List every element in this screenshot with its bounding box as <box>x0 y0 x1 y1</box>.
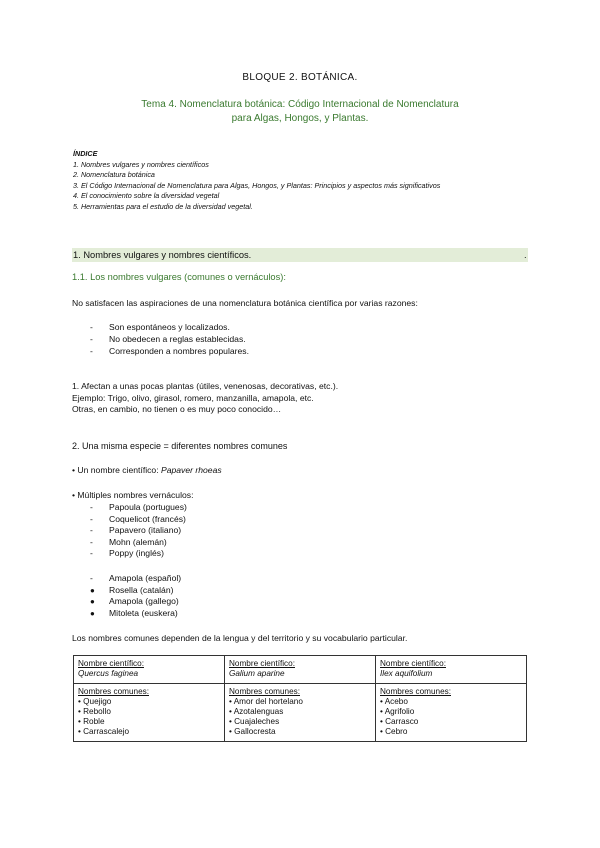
common-name: • Acebo <box>380 697 408 706</box>
point-1-paragraph <box>72 381 338 416</box>
index-item: 4. El conocimiento sobre la diversidad vegetal <box>73 191 220 200</box>
section-heading: 1. Nombres vulgares y nombres científicos. <box>72 248 528 262</box>
vernacular-label: • Múltiples nombres vernáculos: <box>72 490 194 500</box>
index-item: 5. Herramientas para el estudio de la diversidad vegetal. <box>73 201 253 211</box>
scientific-name: Papaver rhoeas <box>160 465 222 475</box>
common-label: Nombres comunes: <box>229 687 300 696</box>
common-name: • Carrascalejo <box>78 727 130 736</box>
point-1-line: Ejemplo: Trigo, olivo, girasol, romero, manzanilla, amapola, etc. <box>72 392 314 403</box>
table-cell <box>376 684 527 742</box>
common-name: • Carrasco <box>380 717 419 726</box>
index-item: 3. El Código Internacional de Nomenclatura para Algas, Hongos, y Plantas: Principios y aspectos más significativos <box>73 180 441 190</box>
common-label: Nombres comunes: <box>380 687 451 696</box>
point-2-heading: 2. Una misma especie = diferentes nombres comunes <box>72 441 288 451</box>
table-cell <box>74 684 225 742</box>
list-item: - Papoula (portugues) <box>90 502 187 512</box>
index-item: 2. Nomenclatura botánica <box>73 170 155 179</box>
common-name: • Agrifolio <box>380 707 415 716</box>
subtitle-line-2: para Algas, Hongos, y Plantas. <box>231 113 369 124</box>
scientific-name-label: • Un nombre científico: <box>72 465 161 475</box>
table-cell <box>376 656 527 684</box>
table-cell <box>74 656 225 684</box>
sci-label: Nombre científico: <box>78 659 144 668</box>
vernacular-list-a <box>90 502 187 560</box>
sci-name: Ilex aquifolium <box>380 669 433 678</box>
list-item: - Papavero (italiano) <box>90 525 182 536</box>
table-row <box>74 656 527 684</box>
common-name: • Rebollo <box>78 707 111 716</box>
list-item: - Corresponden a nombres populares. <box>90 346 249 356</box>
common-name: • Cebro <box>380 727 408 736</box>
subtitle-line-1: Tema 4. Nomenclatura botánica: Código Internacional de Nomenclatura <box>141 99 459 110</box>
common-name: • Amor del hortelano <box>229 697 303 706</box>
document-title: BLOQUE 2. BOTÁNICA. <box>242 72 358 83</box>
table-cell <box>225 656 376 684</box>
index-heading: ÍNDICE <box>73 149 98 158</box>
subsection-heading: 1.1. Los nombres vulgares (comunes o vernáculos): <box>72 272 286 282</box>
common-name: • Gallocresta <box>229 727 276 736</box>
common-name: • Cuajaleches <box>229 717 280 726</box>
common-name: • Roble <box>78 717 105 726</box>
index-item: 1. Nombres vulgares y nombres científicos <box>73 159 209 169</box>
point-1-line: 1. Afectan a unas pocas plantas (útiles, venenosas, decorativas, etc.). <box>72 381 339 391</box>
list-item: ● Mitoleta (euskera) <box>90 607 178 618</box>
list-item: - No obedecen a reglas establecidas. <box>90 334 246 344</box>
list-item: - Amapola (español) <box>90 573 182 583</box>
closing-paragraph: Los nombres comunes dependen de la lengua y del territorio y su vocabulario particular. <box>72 633 408 643</box>
list-item: - Coquelicot (francés) <box>90 513 186 524</box>
list-item: - Mohn (alemán) <box>90 536 167 547</box>
names-table <box>73 655 527 742</box>
list-item: - Son espontáneos y localizados. <box>90 322 230 332</box>
topic-subtitle <box>0 98 600 126</box>
sci-label: Nombre científico: <box>229 659 295 668</box>
section-heading-trailing-dot: . <box>524 250 527 260</box>
list-item: - Poppy (inglés) <box>90 548 164 559</box>
common-name: • Azotalenguas <box>229 707 284 716</box>
common-name: • Quejigo <box>78 697 112 706</box>
table-row <box>74 684 527 742</box>
intro-paragraph: No satisfacen las aspiraciones de una nomenclatura botánica científica por varias razones: <box>72 298 418 308</box>
sci-label: Nombre científico: <box>380 659 446 668</box>
common-label: Nombres comunes: <box>78 687 149 696</box>
reasons-list <box>90 321 249 357</box>
list-item: ● Amapola (gallego) <box>90 596 179 607</box>
table-cell <box>225 684 376 742</box>
scientific-name-line <box>72 465 222 477</box>
sci-name: Galium aparine <box>229 669 285 678</box>
list-item: ● Rosella (catalán) <box>90 584 174 595</box>
sci-name: Quercus faginea <box>78 669 139 678</box>
vernacular-list-b <box>90 573 181 619</box>
table-of-contents <box>73 149 440 212</box>
point-1-line: Otras, en cambio, no tienen o es muy poco conocido… <box>72 404 282 414</box>
